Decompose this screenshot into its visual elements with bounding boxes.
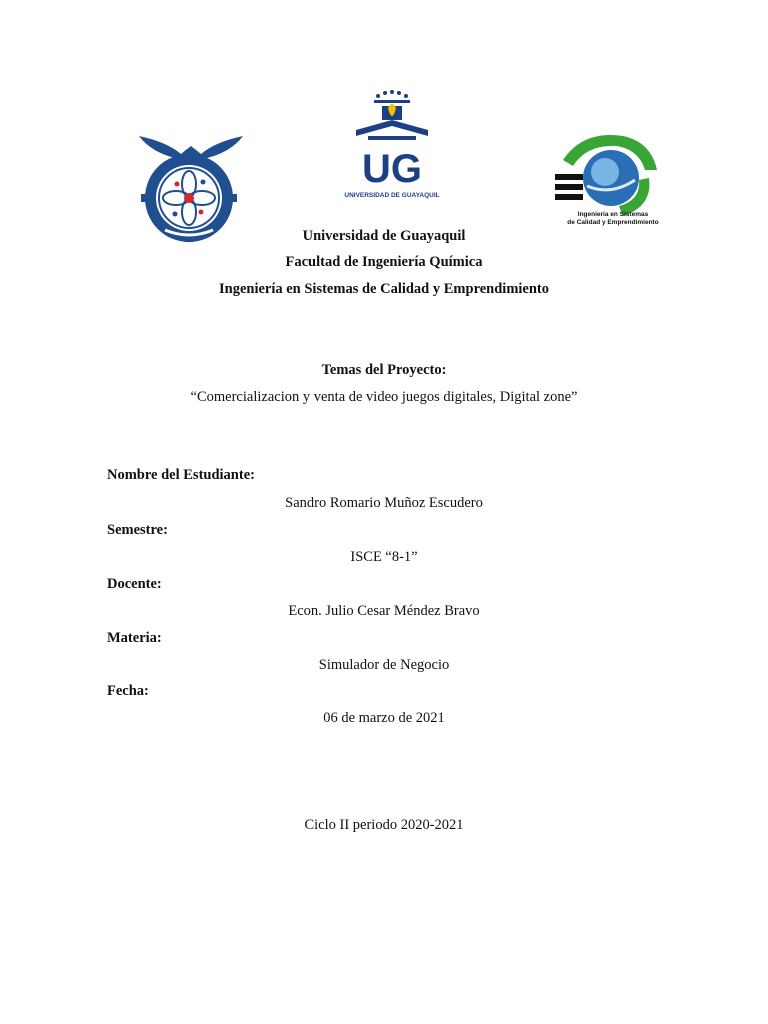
faculty-seal-logo — [137, 132, 245, 242]
teacher-label: Docente: — [107, 576, 162, 592]
svg-text:UG: UG — [362, 147, 422, 191]
semester-label: Semestre: — [107, 522, 168, 538]
career-logo-caption-2: de Calidad y Emprendimiento — [567, 219, 659, 226]
subject-value: Simulador de Negocio — [318, 657, 450, 673]
ug-logo — [338, 90, 446, 202]
student-label: Nombre del Estudiante: — [107, 467, 255, 483]
teacher-value: Econ. Julio Cesar Méndez Bravo — [288, 603, 480, 619]
career-logo — [553, 130, 665, 228]
semester-value: ISCE “8-1” — [350, 549, 418, 565]
student-value: Sandro Romario Muñoz Escudero — [285, 495, 483, 511]
career-name: Ingeniería en Sistemas de Calidad y Emprendimiento — [218, 281, 550, 297]
academic-cycle: Ciclo II periodo 2020-2021 — [304, 817, 464, 833]
date-value: 06 de marzo de 2021 — [323, 710, 445, 726]
svg-text:UNIVERSIDAD DE GUAYAQUIL: UNIVERSIDAD DE GUAYAQUIL — [344, 192, 440, 199]
project-heading: Temas del Proyecto: — [321, 362, 447, 378]
career-logo-caption-1: Ingeniería en Sistemas — [577, 211, 649, 218]
date-label: Fecha: — [107, 683, 149, 699]
project-title: “Comercializacion y venta de video juegos digitales, Digital zone” — [190, 389, 578, 405]
faculty-name: Facultad de Ingeniería Química — [285, 254, 483, 270]
subject-label: Materia: — [107, 630, 162, 646]
university-name: Universidad de Guayaquil — [302, 228, 466, 244]
